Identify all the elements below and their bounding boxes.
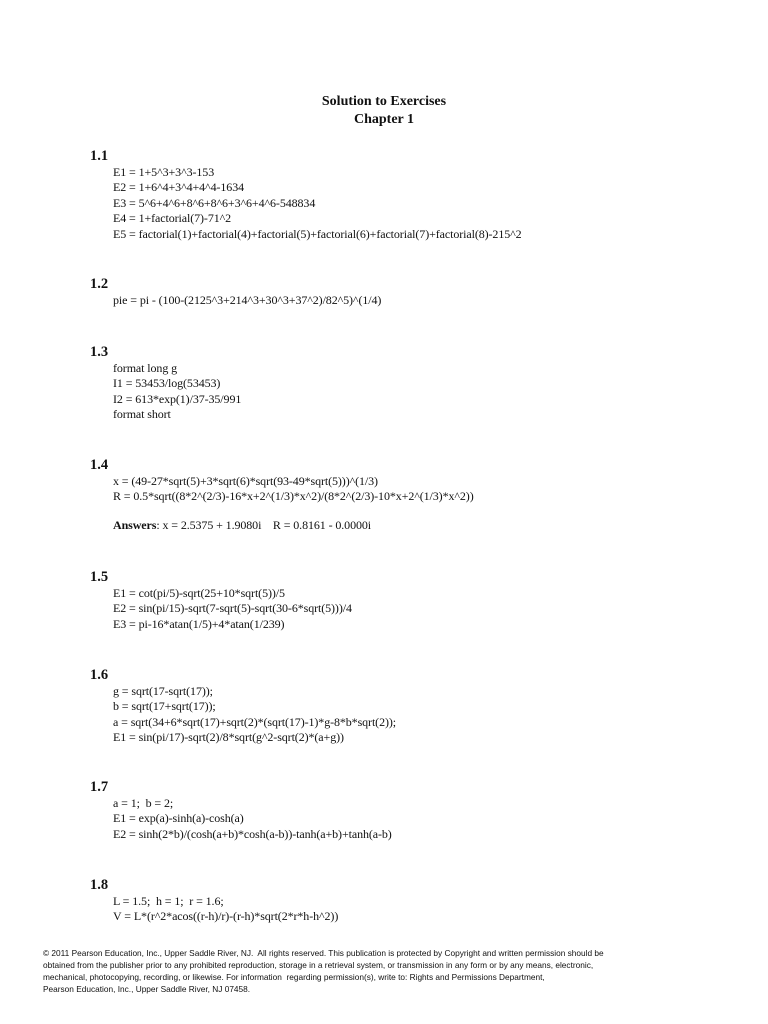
page-title: Solution to Exercises: [321, 94, 447, 109]
code-line: pie = pi - (100-(2125^3+214^3+30^3+37^2)/82^5)^(1/4): [113, 293, 382, 307]
exercise-number: 1.2: [90, 276, 109, 292]
code-line: I1 = 53453/log(53453): [113, 376, 221, 391]
code-block: [113, 586, 748, 632]
exercise-section-1-1: [90, 148, 748, 242]
code-line: E1 = 1+5^3+3^3-153: [113, 165, 215, 179]
exercise-number: 1.4: [90, 457, 109, 473]
code-line: format short: [113, 407, 171, 422]
footer-line: © 2011 Pearson Education, Inc., Upper Saddle River, NJ. All rights reserved. This publication is protected by Copyright and written permission should be: [43, 948, 604, 958]
chapter-heading: Chapter 1: [353, 112, 415, 127]
exercise-section-1-8: [90, 877, 748, 925]
exercise-number: 1.8: [90, 877, 109, 893]
code-line: b = sqrt(17+sqrt(17));: [113, 699, 216, 714]
answers-value: : x = 2.5375 + 1.9080i R = 0.8161 - 0.0000i: [156, 517, 372, 532]
code-line: I2 = 613*exp(1)/37-35/991: [113, 391, 242, 406]
exercise-section-1-3: [90, 344, 748, 423]
exercise-section-1-7: [90, 779, 748, 842]
code-line: E3 = 5^6+4^6+8^6+8^6+3^6+4^6-548834: [113, 195, 316, 210]
code-line: R = 0.5*sqrt((8*2^(2/3)-16*x+2^(1/3)*x^2)/(8*2^(2/3)-10*x+2^(1/3)*x^2)): [113, 489, 474, 504]
code-block: [113, 684, 748, 746]
code-line: E1 = cot(pi/5)-sqrt(25+10*sqrt(5))/5: [113, 586, 285, 600]
code-block: [113, 361, 748, 423]
code-line: a = sqrt(34+6*sqrt(17)+sqrt(2)*(sqrt(17)-1)*g-8*b*sqrt(2));: [113, 714, 397, 729]
code-line: E2 = 1+6^4+3^4+4^4-1634: [113, 180, 244, 195]
exercise-section-1-5: [90, 569, 748, 632]
answers-line: [113, 518, 748, 533]
code-block: [113, 894, 748, 925]
code-line: E3 = pi-16*atan(1/5)+4*atan(1/239): [113, 616, 285, 631]
code-line: E1 = exp(a)-sinh(a)-cosh(a): [113, 811, 244, 826]
code-line: x = (49-27*sqrt(5)+3*sqrt(6)*sqrt(93-49*sqrt(5)))^(1/3): [113, 474, 378, 488]
code-line: L = 1.5; h = 1; r = 1.6;: [113, 894, 224, 908]
exercise-number: 1.3: [90, 344, 109, 360]
code-line: E2 = sinh(2*b)/(cosh(a+b)*cosh(a-b))-tanh(a+b)+tanh(a-b): [113, 826, 392, 841]
footer-line: obtained from the publisher prior to any prohibited reproduction, storage in a retrieval system, or transmission in any form or by any means, electronic,: [43, 960, 594, 970]
exercise-section-1-6: [90, 667, 748, 746]
footer-line: mechanical, photocopying, recording, or likewise. For information regarding permission(s), write to: Rights and Permissions Department,: [43, 972, 545, 982]
exercise-number: 1.1: [90, 148, 109, 164]
exercise-number: 1.6: [90, 667, 109, 683]
code-block: [113, 474, 748, 533]
code-line: E1 = sin(pi/17)-sqrt(2)/8*sqrt(g^2-sqrt(2)*(a+g)): [113, 730, 344, 745]
exercise-section-1-2: [90, 276, 748, 308]
code-block: [113, 796, 748, 842]
answers-label: Answers: [113, 517, 157, 532]
exercise-number: 1.7: [90, 779, 109, 795]
copyright-footer: [43, 947, 743, 995]
code-line: a = 1; b = 2;: [113, 796, 174, 810]
code-line: g = sqrt(17-sqrt(17));: [113, 684, 213, 698]
code-block: [113, 293, 748, 308]
code-line: E5 = factorial(1)+factorial(4)+factorial(5)+factorial(6)+factorial(7)+factorial(8)-215^2: [113, 226, 522, 241]
code-line: E2 = sin(pi/15)-sqrt(7-sqrt(5)-sqrt(30-6*sqrt(5)))/4: [113, 601, 352, 616]
code-block: [113, 165, 748, 242]
code-line: format long g: [113, 361, 178, 375]
code-line: V = L*(r^2*acos((r-h)/r)-(r-h)*sqrt(2*r*h-h^2)): [113, 909, 339, 924]
footer-line: Pearson Education, Inc., Upper Saddle River, NJ 07458.: [43, 984, 251, 994]
exercise-section-1-4: [90, 457, 748, 533]
code-line: E4 = 1+factorial(7)-71^2: [113, 211, 232, 226]
exercise-number: 1.5: [90, 569, 109, 585]
